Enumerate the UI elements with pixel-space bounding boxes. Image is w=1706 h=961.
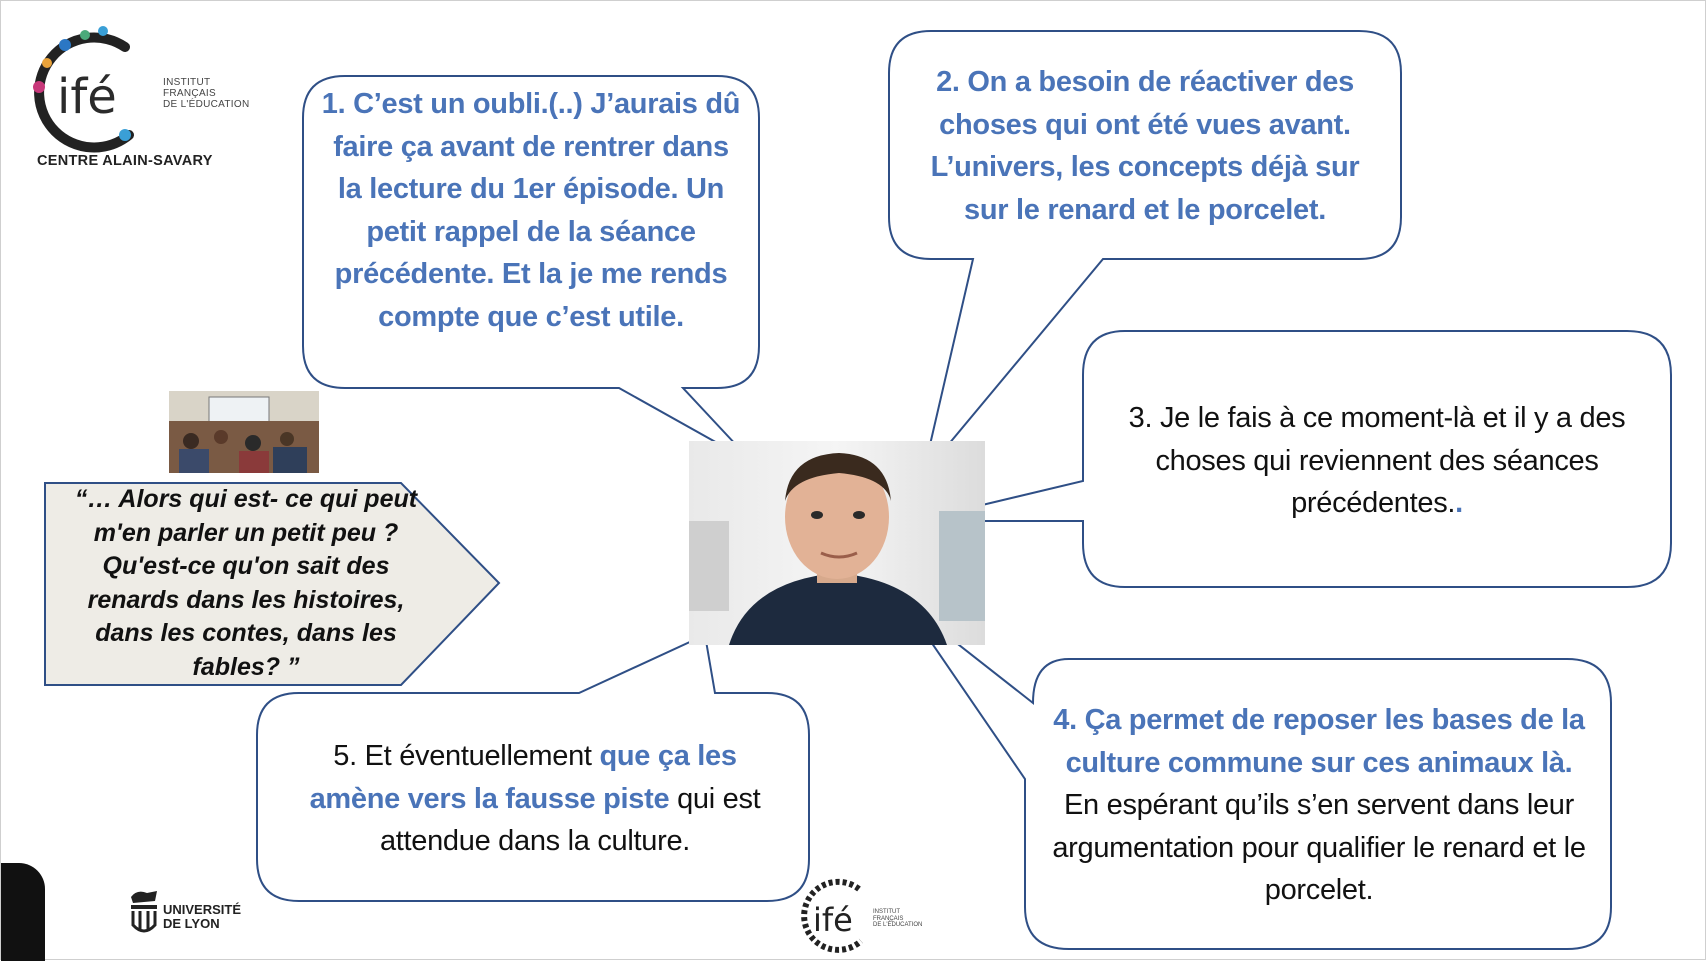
classroom-photo bbox=[169, 391, 319, 473]
bubble-4-text: 4. Ça permet de reposer les bases de la culture commune sur ces animaux là. En espérant qu’ils s’en servent dans leur argumentation pour qualifier le renard et le porcelet. bbox=[1052, 704, 1586, 906]
ife-institute-label: INSTITUT FRANÇAIS DE L'ÉDUCATION bbox=[163, 77, 250, 110]
svg-text:ifé: ifé bbox=[813, 901, 853, 939]
lion-icon bbox=[127, 889, 161, 939]
ife-logo-mark bbox=[25, 23, 165, 153]
speaker-video bbox=[689, 441, 985, 645]
svg-text:ifé: ifé bbox=[57, 69, 117, 125]
bubble-2-text: 2. On a besoin de réactiver des choses qui ont été vues avant. L’univers, les concepts déjà sur sur le renard et le porcelet. bbox=[930, 66, 1360, 226]
bubble-1-text: 1. C’est un oubli.(..) J’aurais dû faire ça avant de rentrer dans la lecture du 1er épisode. Un petit rappel de la séance précédente. Et la je me rends compte que c’est utile. bbox=[321, 88, 741, 333]
ife-bottom-institute-label: INSTITUT FRANÇAIS DE L'ÉDUCATION bbox=[873, 909, 923, 928]
ife-logo-bottom bbox=[797, 875, 927, 955]
bubble-5-text: 5. Et éventuellement que ça les amène vers la fausse piste qui est attendue dans la culture. bbox=[309, 740, 761, 857]
bubble-3-text: 3. Je le fais à ce moment-là et il y a des choses qui reviennent des séances précédentes.. bbox=[1128, 402, 1626, 519]
teacher-quote: “… Alors qui est- ce qui peut m'en parler un petit peu ? Qu'est-ce qu'on sait des renards dans les histoires, dans les contes, dans les fables? ” bbox=[74, 485, 418, 681]
centre-alain-savary-label: CENTRE ALAIN-SAVARY bbox=[37, 153, 213, 169]
universite-de-lyon-logo bbox=[127, 889, 247, 939]
ife-logo bbox=[25, 23, 255, 183]
corner-tab bbox=[1, 863, 45, 961]
ife-logo-bottom-mark bbox=[797, 875, 877, 955]
universite-de-lyon-label: UNIVERSITÉ DE LYON bbox=[163, 902, 242, 931]
